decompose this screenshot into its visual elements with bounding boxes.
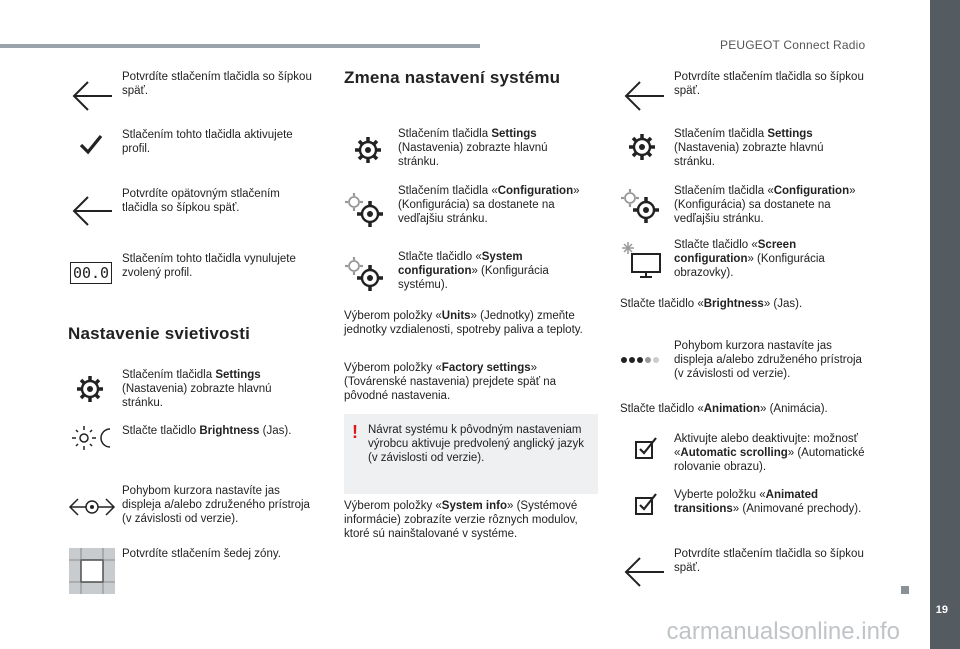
list-item: Stlačením tlačidla «Configuration» (Konfigurácia) sa dostanete na vedľajšiu stránku. (398, 185, 580, 225)
paragraph: Výberom položky «System info» (Systémové informácie) zobrazíte verzie rôznych modulov, ktoré sú nainštalované v systéme. (344, 500, 578, 540)
paragraph: Výberom položky «Factory settings» (Továrenské nastavenia) prejdete späť na pôvodné nastavenia. (344, 362, 557, 402)
list-item: Stlačením tohto tlačidla aktivujete profil. (122, 129, 293, 155)
warning-icon: ! (352, 422, 358, 442)
list-item: Vyberte položku «Animated transitions» (Animované prechody). (674, 489, 862, 515)
reset-display-icon: 00.0 (70, 262, 112, 284)
list-item: Potvrdíte stlačením tlačidla so šípkou späť. (674, 71, 864, 97)
back-arrow-icon (620, 554, 668, 590)
section-heading: Zmena nastavení systému (344, 68, 561, 87)
gear-icon (76, 375, 104, 403)
back-arrow-icon (620, 78, 668, 114)
brightness-icon (70, 424, 114, 452)
list-item: Pohybom kurzora nastavíte jas displeja a/alebo združeného prístroja (v závislosti od verzie). (674, 340, 862, 380)
configuration-gears-icon (620, 188, 662, 224)
list-item: Stlačením tlačidla Settings (Nastavenia) zobrazte hlavnú stránku. (674, 128, 824, 168)
list-item: Stlačte tlačidlo «System configuration» (Konfigurácia systému). (398, 251, 549, 291)
list-item: Potvrdíte stlačením tlačidla so šípkou späť. (674, 548, 864, 574)
list-item: Stlačením tohto tlačidla vynulujete zvolený profil. (122, 253, 296, 279)
configuration-gears-icon (344, 192, 386, 228)
list-item: Aktivujte alebo deaktivujte: možnosť «Automatic scrolling» (Automatické rolovanie obrazu). (674, 433, 865, 473)
checkbox-icon (634, 436, 658, 460)
grey-zone-icon (69, 548, 115, 594)
list-item: Stlačením tlačidla «Configuration» (Konfigurácia) sa dostanete na vedľajšiu stránku. (674, 185, 856, 225)
paragraph: Stlačte tlačidlo «Brightness» (Jas). (620, 298, 803, 310)
header-rule (0, 44, 480, 48)
warning-text: Návrat systému k pôvodným nastaveniam výrobcu aktivuje predvolený anglický jazyk (v závislosti od verzie). (368, 424, 585, 464)
list-item: Stlačením tlačidla Settings (Nastavenia) zobrazte hlavnú stránku. (122, 369, 272, 409)
list-item: Stlačením tlačidla Settings (Nastavenia) zobrazte hlavnú stránku. (398, 128, 548, 168)
section-end-mark (901, 586, 909, 594)
list-item: Potvrdíte opätovným stlačením tlačidla so šípkou späť. (122, 188, 280, 214)
list-item: Stlačte tlačidlo Brightness (Jas). (122, 425, 292, 437)
list-item: Potvrdíte stlačením tlačidla so šípkou späť. (122, 71, 312, 97)
slider-cursor-icon (68, 493, 116, 521)
paragraph: Stlačte tlačidlo «Animation» (Animácia). (620, 403, 828, 415)
gear-icon (354, 136, 382, 164)
side-tab (930, 0, 960, 649)
checkbox-icon (634, 492, 658, 516)
back-arrow-icon (68, 193, 116, 229)
page-header: PEUGEOT Connect Radio (720, 38, 866, 52)
paragraph: Výberom položky «Units» (Jednotky) zmeňte jednotky vzdialenosti, spotreby paliva a teploty. (344, 310, 583, 336)
list-item: Stlačte tlačidlo «Screen configuration» (Konfigurácia obrazovky). (674, 239, 825, 279)
list-item: Pohybom kurzora nastavíte jas displeja a/alebo združeného prístroja (v závislosti od verzie). (122, 485, 310, 525)
configuration-gears-icon (344, 256, 386, 292)
screen-config-icon (620, 240, 664, 280)
section-heading: Nastavenie svietivosti (68, 324, 251, 343)
dots-slider-icon (620, 354, 664, 366)
page-number: 19 (935, 604, 948, 616)
back-arrow-icon (68, 78, 116, 114)
watermark: carmanualsonline.info (666, 618, 900, 645)
checkmark-icon (78, 132, 104, 156)
list-item: Potvrdíte stlačením šedej zóny. (122, 548, 281, 560)
gear-icon (628, 133, 656, 161)
